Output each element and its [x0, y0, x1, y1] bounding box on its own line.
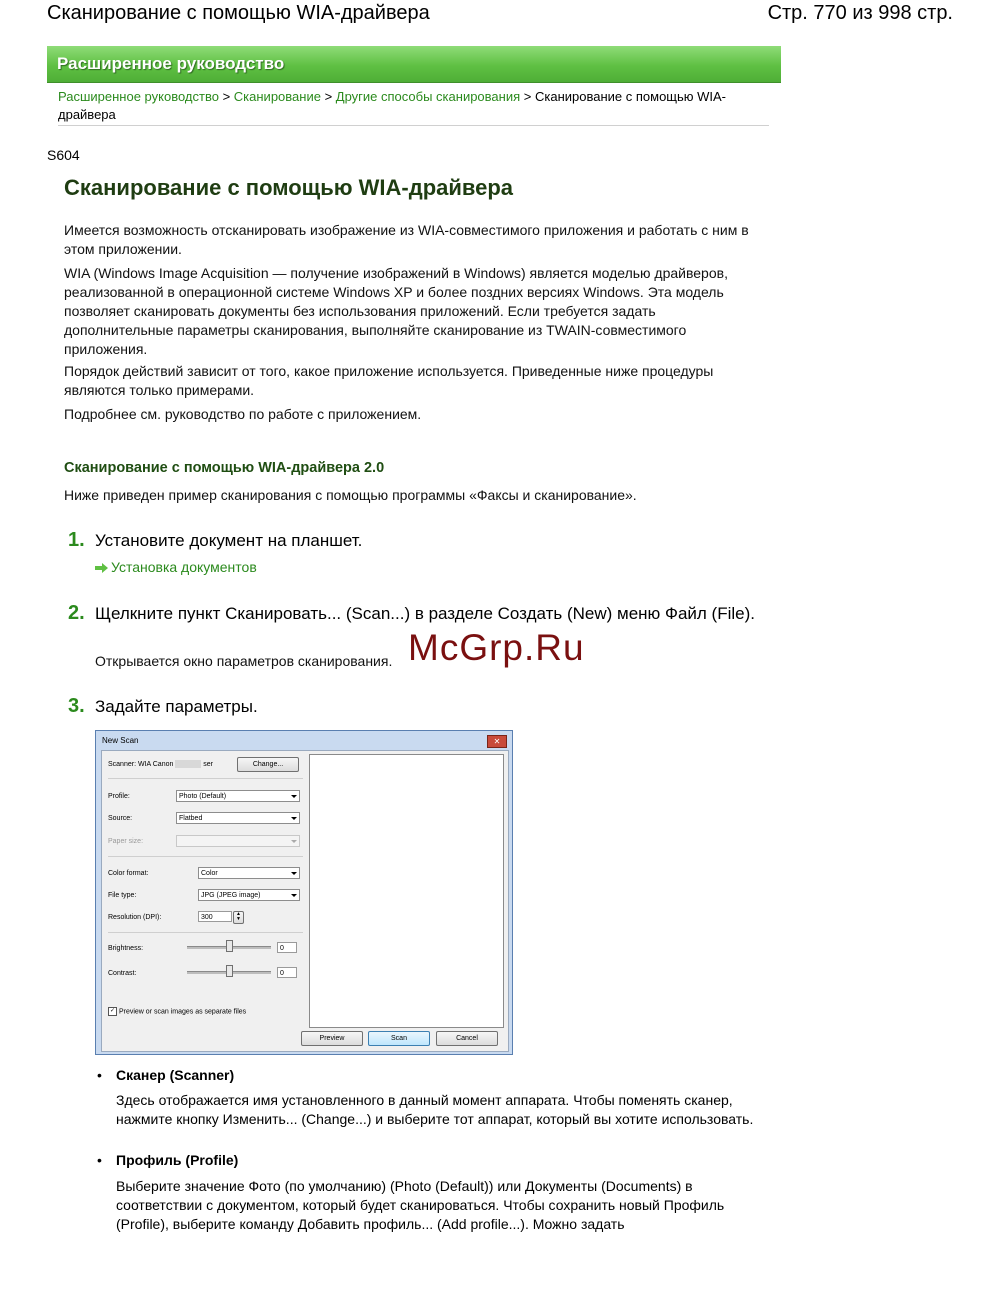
redacted-text: [175, 760, 201, 768]
bullet-heading: Профиль (Profile): [116, 1152, 239, 1168]
brightness-label: Brightness:: [108, 945, 144, 952]
separate-files-option[interactable]: [108, 1007, 246, 1016]
preview-area: [309, 754, 504, 1028]
profile-select[interactable]: [176, 790, 300, 802]
banner-title: Расширенное руководство: [57, 54, 285, 73]
file-type-value: JPG (JPEG image): [201, 892, 261, 899]
resolution-spinner[interactable]: ▲ ▼: [233, 911, 244, 924]
step-note: Открывается окно параметров сканирования.: [95, 653, 393, 669]
step-number: 1.: [68, 529, 85, 551]
watermark: McGrp.Ru: [408, 627, 585, 668]
dialog-title: New Scan: [102, 736, 139, 745]
preview-button[interactable]: Preview: [301, 1031, 363, 1046]
section-title: Сканирование с помощью WIA-драйвера 2.0: [64, 460, 385, 476]
color-format-label: Color format:: [108, 870, 149, 877]
resolution-label: Resolution (DPI):: [108, 914, 162, 921]
separate-files-label: Preview or scan images as separate files: [118, 1008, 247, 1016]
section-banner: [47, 46, 781, 83]
bullet-icon: •: [97, 1152, 102, 1168]
step-number: 3.: [68, 695, 85, 717]
breadcrumb-separator: >: [324, 89, 333, 104]
page-header-title: Сканирование с помощью WIA-драйвера: [47, 2, 430, 24]
new-scan-dialog: [95, 730, 513, 1055]
profile-label: Profile:: [108, 793, 130, 800]
section-intro: Ниже приведен пример сканирования с помощью программы «Факсы и сканирование».: [64, 487, 637, 503]
breadcrumb-link[interactable]: Расширенное руководство: [58, 89, 219, 104]
contrast-slider-thumb[interactable]: [226, 965, 233, 977]
scanner-name: Scanner: WIA Canon: [108, 760, 174, 768]
brightness-input[interactable]: 0: [277, 942, 297, 953]
chevron-down-icon: [291, 872, 297, 875]
color-format-value: Color: [201, 870, 218, 877]
paper-size-select: [176, 835, 300, 847]
chevron-down-icon: [291, 894, 297, 897]
document-code: S604: [47, 147, 80, 163]
color-format-select[interactable]: [198, 867, 300, 879]
divider: [108, 932, 303, 933]
dialog-body: [101, 750, 509, 1052]
chevron-down-icon: [291, 840, 297, 843]
intro-paragraph: Порядок действий зависит от того, какое приложение используется. Приведенные ниже процедуры являются только примерами.: [64, 363, 714, 398]
step-number: 2.: [68, 602, 85, 624]
divider: [58, 125, 769, 126]
scanner-label: [108, 760, 213, 768]
breadcrumb-separator: >: [222, 89, 231, 104]
source-value: Flatbed: [179, 815, 203, 822]
contrast-label: Contrast:: [108, 970, 137, 977]
divider: [108, 778, 303, 779]
intro-paragraph: Подробнее см. руководство по работе с приложением.: [64, 406, 422, 422]
checkbox-checked-icon[interactable]: ✓: [109, 1008, 116, 1014]
cancel-button[interactable]: Cancel: [436, 1031, 498, 1046]
bullet-text: Здесь отображается имя установленного в данный момент аппарата. Чтобы поменять сканер, нажмите кнопку Изменить... (Change...) и выберите тот аппарат, который вы хотите использовать.: [116, 1092, 754, 1127]
change-button[interactable]: Change...: [237, 757, 299, 772]
arrow-right-icon: [95, 563, 109, 573]
intro-paragraph: WIA (Windows Image Acquisition — получение изображений в Windows) является моделью драйверов, реализованной в операционной системе Windows XP и более поздних версиях Windows. Эта модель позволяет сканировать документы без использования приложений. Если требуется задать дополнительные параметры сканирования, выполняйте сканирование из TWAIN-совместимого приложения.: [64, 265, 728, 357]
source-label: Source:: [108, 815, 133, 822]
step-link-label[interactable]: Установка документов: [111, 559, 257, 575]
paper-size-label: Paper size:: [108, 838, 144, 845]
contrast-input[interactable]: 0: [277, 967, 297, 978]
scan-button[interactable]: Scan: [368, 1031, 430, 1046]
brightness-slider-thumb[interactable]: [226, 940, 233, 952]
step-text: Задайте параметры.: [95, 697, 258, 716]
file-type-label: File type:: [108, 892, 137, 899]
step-text: Установите документ на планшет.: [95, 531, 363, 550]
breadcrumb-separator: >: [523, 89, 532, 104]
chevron-down-icon: [291, 795, 297, 798]
breadcrumb: [58, 88, 758, 124]
source-select[interactable]: [176, 812, 300, 824]
step-link[interactable]: [95, 559, 257, 575]
page-number: Стр. 770 из 998 стр.: [767, 2, 953, 24]
step-text: Щелкните пункт Сканировать... (Scan...) в разделе Создать (New) меню Файл (File).: [95, 604, 755, 623]
breadcrumb-current: Сканирование с помощью WIA-драйвера: [58, 89, 727, 122]
breadcrumb-link[interactable]: Другие способы сканирования: [335, 89, 521, 104]
bullet-text: Выберите значение Фото (по умолчанию) (Photo (Default)) или Документы (Documents) в соответствии с документом, который будет сканироваться. Чтобы сохранить новый Профиль (Profile), выберите команду Добавить профиль... (Add profile...). Можно задать: [116, 1178, 725, 1232]
profile-value: Photo (Default): [179, 793, 227, 800]
chevron-down-icon: [291, 817, 297, 820]
resolution-input[interactable]: 300: [198, 911, 232, 922]
file-type-select[interactable]: [198, 889, 300, 901]
scanner-suffix: ser: [203, 760, 214, 768]
breadcrumb-link[interactable]: Сканирование: [233, 89, 321, 104]
close-icon[interactable]: ✕: [487, 735, 507, 748]
divider: [108, 856, 303, 857]
bullet-icon: •: [97, 1067, 102, 1083]
page-title: Сканирование с помощью WIA-драйвера: [64, 175, 514, 200]
intro-paragraph: Имеется возможность отсканировать изображение из WIA-совместимого приложения и работать с ним в этом приложении.: [64, 222, 749, 257]
bullet-heading: Сканер (Scanner): [116, 1067, 235, 1083]
